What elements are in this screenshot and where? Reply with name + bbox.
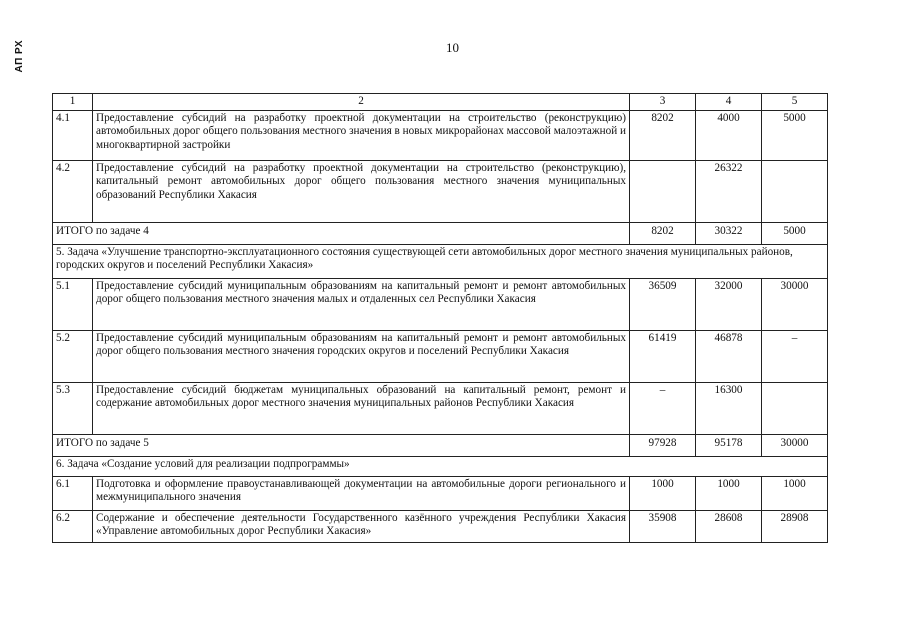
table-row xyxy=(53,278,828,330)
total-col-5: 5000 xyxy=(762,222,828,244)
value-col-5: 1000 xyxy=(762,476,828,510)
value-col-3: – xyxy=(630,382,696,434)
total-row xyxy=(53,434,828,456)
value-col-4: 1000 xyxy=(696,476,762,510)
value-col-3 xyxy=(630,160,696,222)
item-number: 5.2 xyxy=(53,330,93,382)
table-row xyxy=(53,476,828,510)
value-col-5: 30000 xyxy=(762,278,828,330)
value-col-4: 28608 xyxy=(696,510,762,542)
value-col-5: – xyxy=(762,330,828,382)
task-heading-row xyxy=(53,244,828,278)
item-number: 4.1 xyxy=(53,110,93,160)
side-mark: АП РХ xyxy=(14,40,25,73)
header-cell: 5 xyxy=(762,94,828,111)
table-row xyxy=(53,510,828,542)
value-col-4: 16300 xyxy=(696,382,762,434)
total-label: ИТОГО по задаче 4 xyxy=(53,222,630,244)
value-col-3: 61419 xyxy=(630,330,696,382)
item-number: 6.2 xyxy=(53,510,93,542)
total-label: ИТОГО по задаче 5 xyxy=(53,434,630,456)
total-col-4: 30322 xyxy=(696,222,762,244)
value-col-4: 46878 xyxy=(696,330,762,382)
value-col-3: 36509 xyxy=(630,278,696,330)
total-col-5: 30000 xyxy=(762,434,828,456)
item-number: 6.1 xyxy=(53,476,93,510)
value-col-4: 26322 xyxy=(696,160,762,222)
value-col-4: 4000 xyxy=(696,110,762,160)
total-col-3: 8202 xyxy=(630,222,696,244)
value-col-3: 8202 xyxy=(630,110,696,160)
value-col-5 xyxy=(762,160,828,222)
total-row xyxy=(53,222,828,244)
item-description: Подготовка и оформление правоустанавливающей документации на автомобильные дороги регионального и межмуниципального значения xyxy=(93,476,630,510)
header-cell: 3 xyxy=(630,94,696,111)
value-col-5: 28908 xyxy=(762,510,828,542)
task-heading: 5. Задача «Улучшение транспортно-эксплуатационного состояния существующей сети автомобильных дорог местного значения муниципальных районов, городских округов и поселений Республики Хакасия» xyxy=(53,244,828,278)
header-cell: 2 xyxy=(93,94,630,111)
value-col-3: 35908 xyxy=(630,510,696,542)
item-description: Предоставление субсидий на разработку проектной документации на строительство (реконструкцию) автомобильных дорог общего пользования местного значения в новых микрорайонах массовой малоэтажной и многоквартирной застройки xyxy=(93,110,630,160)
header-cell: 1 xyxy=(53,94,93,111)
value-col-5: 5000 xyxy=(762,110,828,160)
task-heading-row xyxy=(53,456,828,476)
total-col-3: 97928 xyxy=(630,434,696,456)
header-cell: 4 xyxy=(696,94,762,111)
item-description: Предоставление субсидий бюджетам муниципальных образований на капитальный ремонт, ремонт и содержание автомобильных дорог местного значения муниципальных районов Республики Хакасия xyxy=(93,382,630,434)
table-row xyxy=(53,330,828,382)
item-description: Предоставление субсидий муниципальным образованиям на капитальный ремонт и ремонт автомобильных дорог общего пользования местного значения малых и отдаленных сел Республики Хакасия xyxy=(93,278,630,330)
page-number: 10 xyxy=(446,40,459,55)
total-col-4: 95178 xyxy=(696,434,762,456)
value-col-4: 32000 xyxy=(696,278,762,330)
table-row xyxy=(53,110,828,160)
value-col-5 xyxy=(762,382,828,434)
item-description: Предоставление субсидий на разработку проектной документации на строительство (реконструкцию), капитальный ремонт автомобильных дорог общего пользования местного значения муниципальных образований Республики Хакасия xyxy=(93,160,630,222)
item-number: 5.1 xyxy=(53,278,93,330)
table-row xyxy=(53,160,828,222)
item-description: Предоставление субсидий муниципальным образованиям на капитальный ремонт и ремонт автомобильных дорог общего пользования местного значения городских округов и поселений Республики Хакасия xyxy=(93,330,630,382)
table-row xyxy=(53,382,828,434)
item-number: 5.3 xyxy=(53,382,93,434)
value-col-3: 1000 xyxy=(630,476,696,510)
item-description: Содержание и обеспечение деятельности Государственного казённого учреждения Республики Хакасия «Управление автомобильных дорог Республики Хакасия» xyxy=(93,510,630,542)
task-heading: 6. Задача «Создание условий для реализации подпрограммы» xyxy=(53,456,828,476)
item-number: 4.2 xyxy=(53,160,93,222)
budget-table xyxy=(52,93,828,543)
header-row xyxy=(53,94,828,111)
